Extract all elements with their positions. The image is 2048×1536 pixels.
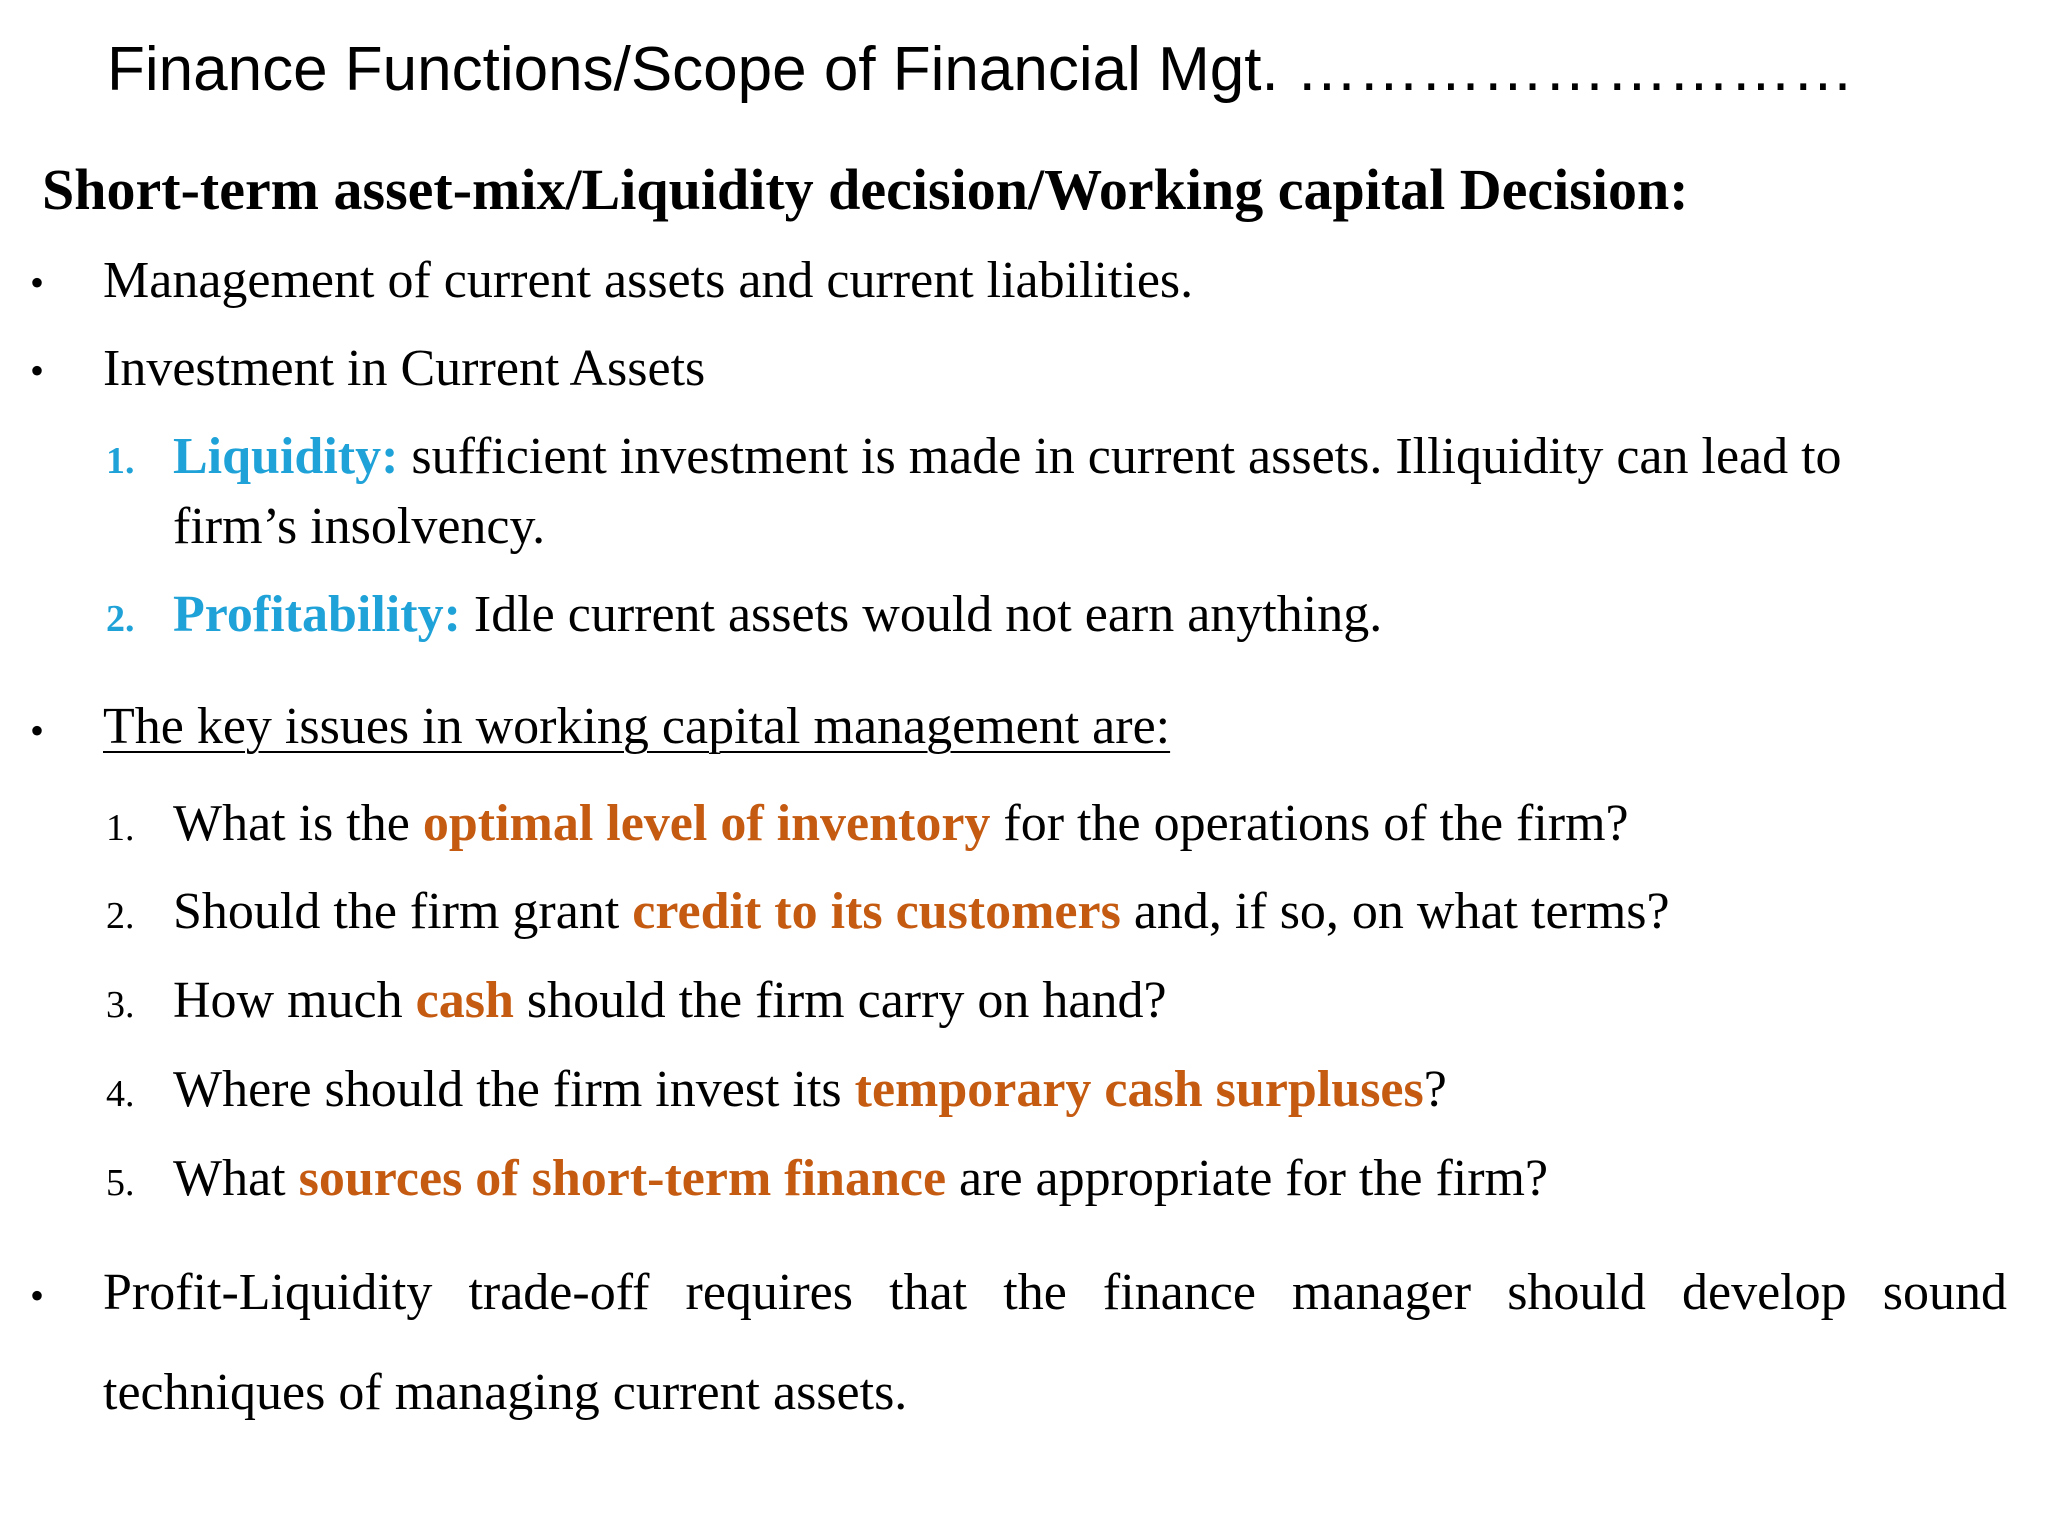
- key-issue-1: [173, 789, 1629, 859]
- issue-highlight: sources of short-term finance: [298, 1150, 947, 1207]
- issue-text: What is the: [173, 795, 423, 852]
- issue-text: and, if so, on what terms?: [1120, 883, 1670, 940]
- bullet-icon: •: [30, 708, 45, 753]
- list-number: 3.: [106, 984, 135, 1026]
- investment-item-profitability: [173, 580, 1382, 650]
- bullet-icon: •: [30, 1273, 45, 1318]
- issue-highlight: temporary cash surpluses: [854, 1061, 1424, 1118]
- issue-highlight: cash: [415, 972, 514, 1029]
- bullet-tradeoff-line1: Profit-Liquidity trade-off requires that the finance manager should develop sound: [103, 1264, 2007, 1321]
- investment-item-liquidity: [173, 422, 1842, 492]
- list-number: 2.: [106, 598, 135, 640]
- list-number: 2.: [106, 895, 135, 937]
- issue-highlight: optimal level of inventory: [422, 795, 991, 852]
- key-issue-5: [173, 1144, 1548, 1214]
- issue-highlight: credit to its customers: [632, 883, 1121, 940]
- key-issue-2: [173, 877, 1670, 947]
- profitability-text: Idle current assets would not earn anything.: [460, 586, 1383, 643]
- term-profitability: Profitability:: [173, 586, 461, 643]
- issue-text: ?: [1423, 1061, 1447, 1118]
- list-number: 1.: [106, 807, 135, 849]
- key-issue-3: [173, 966, 1167, 1036]
- section-heading: Short-term asset-mix/Liquidity decision/Working capital Decision:: [42, 157, 1689, 222]
- bullet-management: Management of current assets and current liabilities.: [103, 252, 1194, 309]
- issue-text: Should the firm grant: [173, 883, 633, 940]
- key-issues-heading: The key issues in working capital management are:: [103, 698, 1171, 755]
- slide-title: Finance Functions/Scope of Financial Mgt. ………………………: [107, 35, 1854, 104]
- bullet-investment: Investment in Current Assets: [103, 340, 706, 397]
- list-number: 4.: [106, 1073, 135, 1115]
- liquidity-text-continued: firm’s insolvency.: [173, 498, 546, 555]
- bullet-icon: •: [30, 348, 45, 393]
- key-issue-4: [173, 1055, 1447, 1125]
- bullet-tradeoff-line2: techniques of managing current assets.: [103, 1364, 908, 1421]
- issue-text: are appropriate for the firm?: [946, 1150, 1549, 1207]
- issue-text: should the firm carry on hand?: [513, 972, 1167, 1029]
- liquidity-text: sufficient investment is made in current assets. Illiquidity can lead to: [398, 428, 1842, 485]
- issue-text: How much: [173, 972, 416, 1029]
- list-number: 1.: [106, 440, 135, 482]
- issue-text: Where should the firm invest its: [173, 1061, 855, 1118]
- list-number: 5.: [106, 1162, 135, 1204]
- bullet-icon: •: [30, 260, 45, 305]
- term-liquidity: Liquidity:: [173, 428, 399, 485]
- issue-text: for the operations of the firm?: [990, 795, 1629, 852]
- issue-text: What: [173, 1150, 299, 1207]
